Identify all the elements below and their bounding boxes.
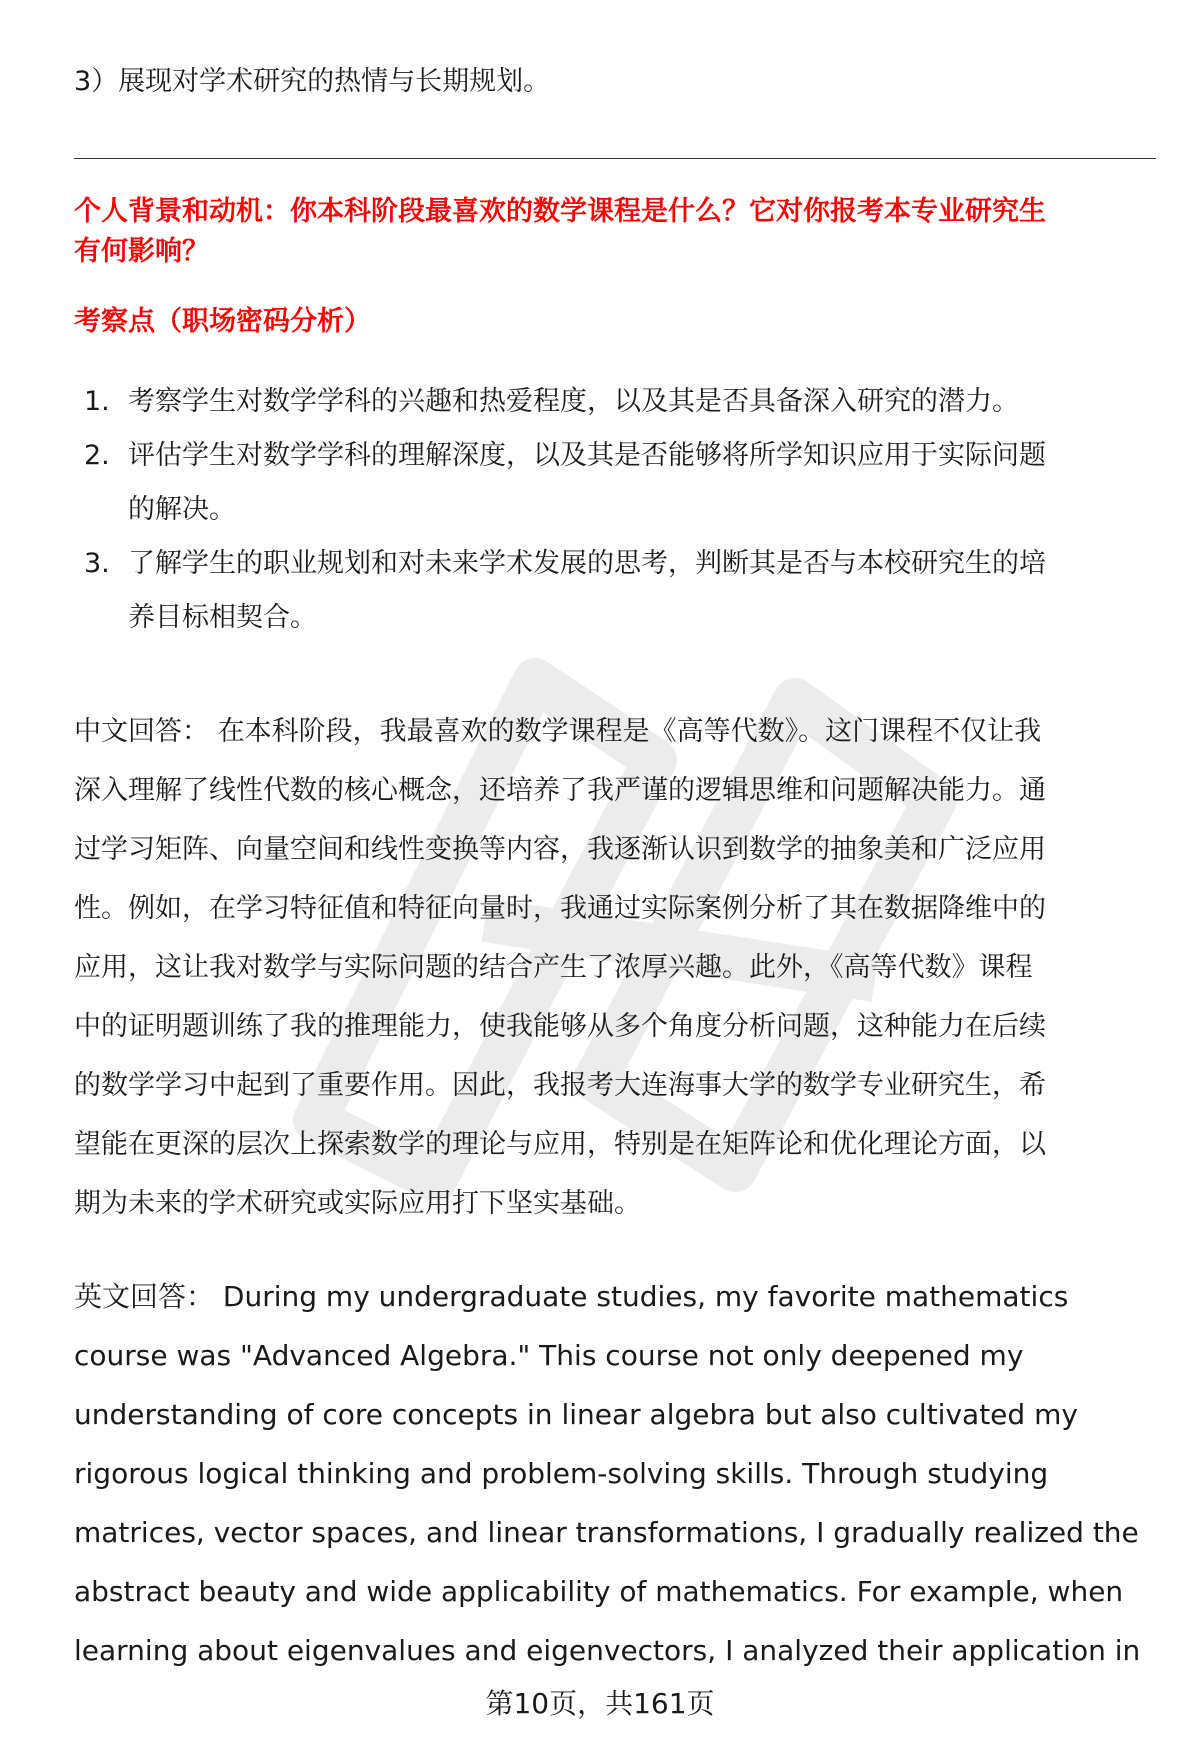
answer-line: 期为未来的学术研究或实际应用打下坚实基础。 (74, 1188, 641, 1219)
point-text: 的解决。 (128, 494, 236, 525)
answer-line: 中的证明题训练了我的推理能力，使我能够从多个角度分析问题，这种能力在后续 (74, 1011, 1046, 1042)
previous-point-3: 3）展现对学术研究的热情与长期规划。 (74, 66, 551, 97)
question-title (74, 192, 1164, 272)
answer-line: 的数学学习中起到了重要作用。因此，我报考大连海事大学的数学专业研究生，希 (74, 1070, 1046, 1101)
question-title-line: 有何影响？ (74, 236, 209, 267)
point-number: 2. (84, 440, 110, 471)
point-number: 3. (84, 548, 110, 579)
page-number: 第10页，共161页 (485, 1687, 715, 1720)
answer-line: rigorous logical thinking and problem-solving skills. Through studying (74, 1457, 1049, 1490)
section-divider (74, 158, 1156, 159)
answer-line: 应用，这让我对数学与实际问题的结合产生了浓厚兴趣。此外，《高等代数》课程 (74, 952, 1033, 983)
answer-line: abstract beauty and wide applicability of mathematics. For example, when (74, 1575, 1124, 1608)
answer-line: 过学习矩阵、向量空间和线性变换等内容，我逐渐认识到数学的抽象美和广泛应用 (74, 834, 1046, 865)
assessment-points-heading: 考察点（职场密码分析） (74, 306, 371, 337)
point-text: 了解学生的职业规划和对未来学术发展的思考，判断其是否与本校研究生的培 (128, 548, 1046, 579)
answer-line: matrices, vector spaces, and linear transformations, I gradually realized the (74, 1516, 1139, 1549)
answer-line: 性。例如，在学习特征值和特征向量时，我通过实际案例分析了其在数据降维中的 (74, 893, 1046, 924)
point-number: 1. (84, 386, 110, 417)
answer-line: learning about eigenvalues and eigenvectors, I analyzed their application in (74, 1634, 1141, 1667)
point-text: 养目标相契合。 (128, 602, 317, 633)
answer-line: 望能在更深的层次上探索数学的理论与应用，特别是在矩阵论和优化理论方面，以 (74, 1129, 1046, 1160)
answer-line: course was "Advanced Algebra." This course not only deepened my (74, 1339, 1024, 1372)
answer-line: understanding of core concepts in linear algebra but also cultivated my (74, 1398, 1078, 1431)
question-title-line: 个人背景和动机：你本科阶段最喜欢的数学课程是什么？它对你报考本专业研究生 (74, 196, 1046, 227)
answer-line: 深入理解了线性代数的核心概念，还培养了我严谨的逻辑思维和问题解决能力。通 (74, 775, 1046, 806)
answer-line: 英文回答： During my undergraduate studies, my favorite mathematics (74, 1280, 1069, 1313)
point-text: 评估学生对数学学科的理解深度，以及其是否能够将所学知识应用于实际问题 (128, 440, 1046, 471)
answer-line: 中文回答： 在本科阶段，我最喜欢的数学课程是《高等代数》。这门课程不仅让我 (74, 716, 1042, 747)
point-text: 考察学生对数学学科的兴趣和热爱程度，以及其是否具备深入研究的潜力。 (128, 386, 1019, 417)
